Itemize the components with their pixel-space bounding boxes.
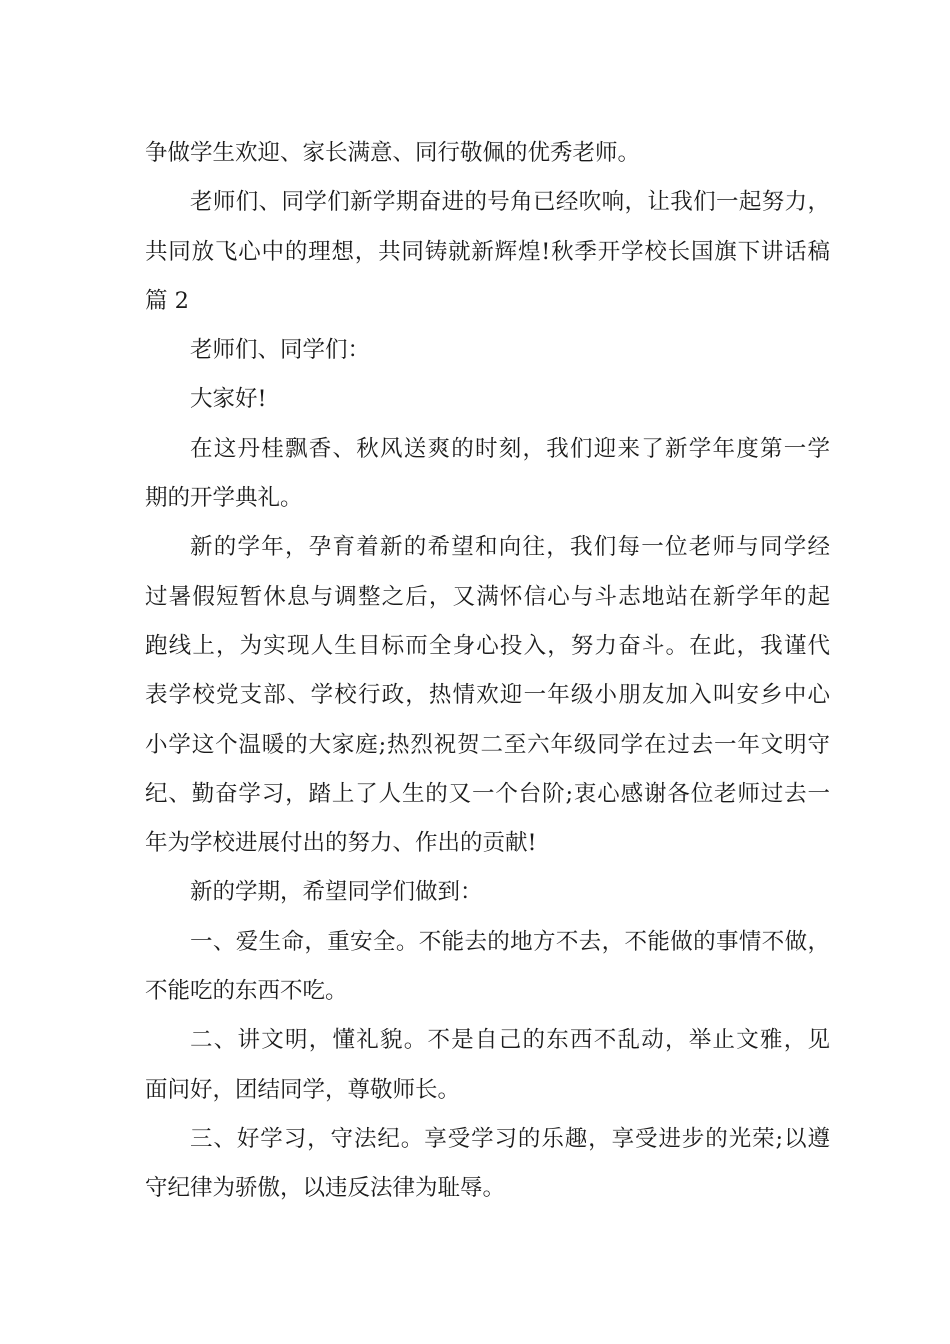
text-line: 大家好! bbox=[190, 386, 267, 413]
text-line: 共同放飞心中的理想，共同铸就新辉煌!秋季开学校长国旗下讲话稿 bbox=[145, 238, 830, 265]
text-line: 期的开学典礼。 bbox=[145, 485, 303, 512]
text-line: 表学校党支部、学校行政，热情欢迎一年级小朋友加入叫安乡中心 bbox=[145, 682, 830, 709]
text-line: 小学这个温暖的大家庭;热烈祝贺二至六年级同学在过去一年文明守 bbox=[145, 731, 830, 758]
text-line: 不能吃的东西不吃。 bbox=[145, 978, 348, 1005]
text-line: 一、爱生命，重安全。不能去的地方不去，不能做的事情不做， bbox=[190, 928, 830, 955]
text-line: 守纪律为骄傲，以违反法律为耻辱。 bbox=[145, 1175, 506, 1202]
text-line: 争做学生欢迎、家长满意、同行敬佩的优秀老师。 bbox=[145, 140, 641, 166]
text-line: 在这丹桂飘香、秋风送爽的时刻，我们迎来了新学年度第一学 bbox=[190, 435, 830, 462]
text-line: 纪、勤奋学习，踏上了人生的又一个台阶;衷心感谢各位老师过去一 bbox=[145, 780, 830, 807]
text-line: 老师们、同学们： bbox=[190, 337, 371, 364]
text-line: 三、好学习，守法纪。享受学习的乐趣，享受进步的光荣;以遵 bbox=[190, 1125, 830, 1152]
text-line: 二、讲文明，懂礼貌。不是自己的东西不乱动，举止文雅，见 bbox=[190, 1027, 830, 1054]
text-line: 过暑假短暂休息与调整之后，又满怀信心与斗志地站在新学年的起 bbox=[145, 583, 830, 610]
text-line: 年为学校进展付出的努力、作出的贡献! bbox=[145, 830, 537, 857]
text-line: 面问好，团结同学，尊敬师长。 bbox=[145, 1076, 461, 1103]
text-line: 新的学年，孕育着新的希望和向往，我们每一位老师与同学经 bbox=[190, 534, 830, 561]
body-text bbox=[145, 129, 830, 1214]
text-line: 跑线上，为实现人生目标而全身心投入，努力奋斗。在此，我谨代 bbox=[145, 632, 830, 659]
text-line: 老师们、同学们新学期奋进的号角已经吹响，让我们一起努力， bbox=[190, 189, 830, 216]
text-line: 篇 2 bbox=[145, 287, 189, 314]
text-line: 新的学期，希望同学们做到： bbox=[190, 879, 483, 906]
